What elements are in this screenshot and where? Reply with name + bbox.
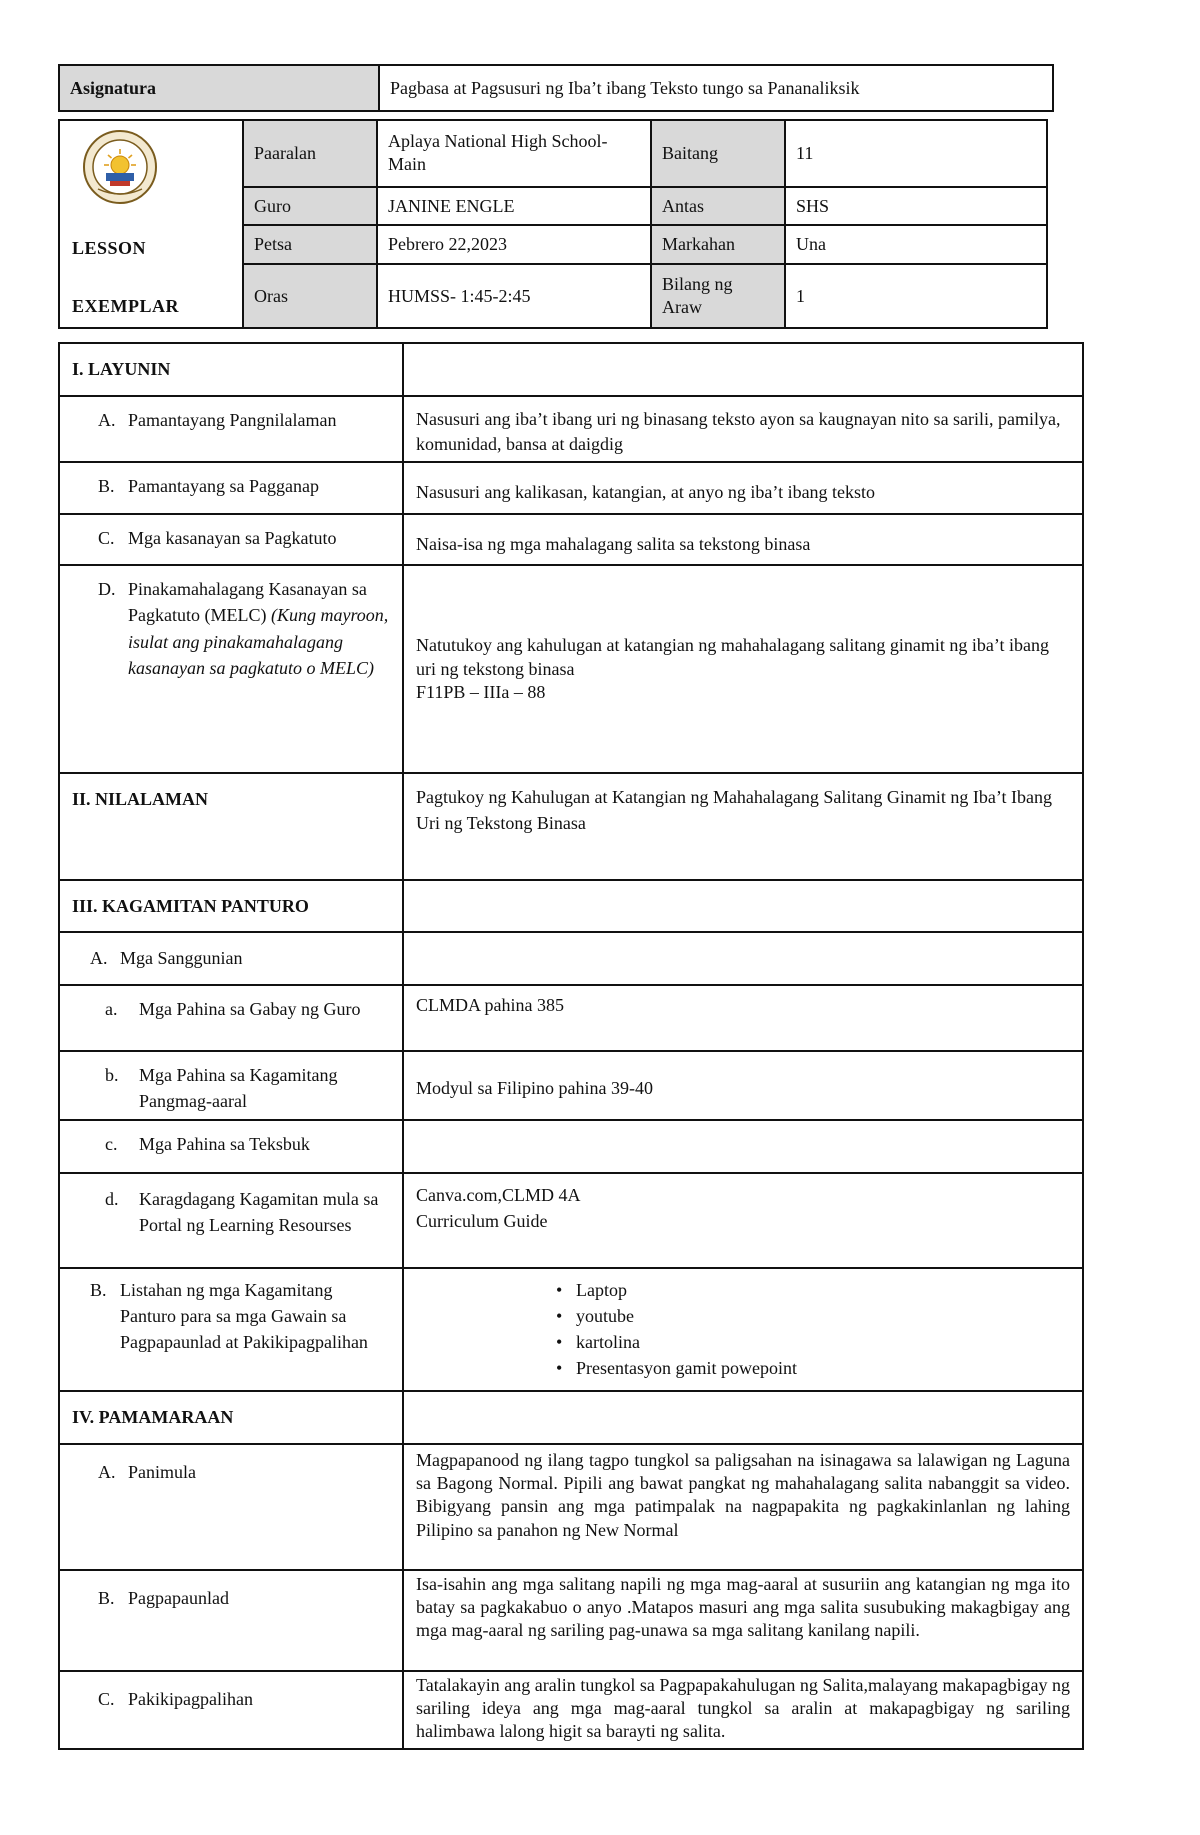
table-row [59,1173,1083,1268]
time-label: Oras [243,264,377,329]
date-label: Petsa [243,225,377,263]
procedure-title: IV. PAMAMARAAN [59,1391,403,1444]
introduction-label: Panimula [128,1461,196,1482]
additional-materials-line2: Curriculum Guide [416,1210,548,1231]
teacher-guide-label: Mga Pahina sa Gabay ng Guro [139,999,361,1020]
time-value: HUMSS- 1:45-2:45 [377,264,651,329]
row-marker: B. [98,476,115,497]
content-value: Pagtukoy ng Kahulugan at Katangian ng Mahahalagang Salitang Ginamit ng Iba’t Ibang Uri ng Tekstong Binasa [403,773,1083,880]
table-row [59,880,1083,932]
learner-material-value: Modyul sa Filipino pahina 39-40 [403,1051,1083,1119]
objectives-title: I. LAYUNIN [59,343,403,396]
row-marker: A. [90,948,108,969]
table-row [59,1268,1083,1391]
table-row [59,1051,1083,1119]
row-marker: d. [105,1188,119,1209]
table-row [59,462,1083,514]
grade-label: Baitang [651,120,785,187]
development-value: Isa-isahin ang mga salitang napili ng mga mag-aaral at susuriin ang katangian ng mga ito batay sa pagkakabuo o anyo .Matapos masuri ang mga salita susubuking makagbigay ang mga mag-aaral ng sariling pag-unawa sa mga salitang kanilang napili. [403,1570,1083,1671]
level-label: Antas [651,187,785,225]
learning-competency-label: Mga kasanayan sa Pagkatuto [128,528,337,549]
content-title: II. NILALAMAN [59,773,403,880]
materials-list [416,1277,1070,1381]
teacher-value: JANINE ENGLE [377,187,651,225]
school-value: Aplaya National High School-Main [377,120,651,187]
list-item: • Laptop [556,1277,1070,1303]
bullet-icon: • [556,1331,563,1352]
quarter-value: Una [785,225,1047,263]
references-label: Mga Sanggunian [120,948,243,969]
bullet-icon: • [556,1357,563,1378]
materials-title: III. KAGAMITAN PANTURO [59,880,403,932]
table-row [59,1671,1083,1749]
additional-materials-label: Karagdagang Kagamitan mula sa Portal ng Learning Resourses [139,1188,379,1235]
melc-note: (Kung mayroon, isulat ang pinakamahalagang kasanayan sa pagkatuto o MELC) [128,605,389,678]
content-standard-value: Nasusuri ang iba’t ibang uri ng binasang teksto ayon sa kaugnayan nito sa sarili, pamilya, komunidad, bansa at daigdig [403,396,1083,462]
row-marker: D. [98,579,116,600]
table-row [59,1570,1083,1671]
teacher-label: Guro [243,187,377,225]
lesson-exemplar-cell [59,120,243,328]
performance-standard-label: Pamantayang sa Pagganap [128,476,319,497]
table-row [59,1444,1083,1570]
level-value: SHS [785,187,1047,225]
engagement-value: Tatalakayin ang aralin tungkol sa Pagpapakahulugan ng Salita,malayang makapagbigay ng sariling ideya ang mga mag-aaral tungkol sa aralin at makapagbigay ng sariling halimbawa lalong higit sa barayti ng salita. [403,1671,1083,1749]
school-label: Paaralan [243,120,377,187]
list-item: • youtube [556,1303,1070,1329]
table-row [59,565,1083,773]
teacher-guide-value: CLMDA pahina 385 [403,985,1083,1051]
row-marker: A. [98,410,116,430]
table-row [59,1391,1083,1444]
objectives-title-value [403,343,1083,396]
days-value: 1 [785,264,1047,329]
date-value: Pebrero 22,2023 [377,225,651,263]
melc-code: F11PB – IIIa – 88 [416,682,546,703]
list-item: • kartolina [556,1329,1070,1355]
row-marker: B. [98,1587,115,1608]
row-marker: A. [98,1461,116,1482]
list-item: • Presentasyon gamit powepoint [556,1355,1070,1381]
engagement-label: Pakikipagpalihan [128,1688,253,1709]
row-marker: c. [105,1133,118,1154]
grade-value: 11 [785,120,1047,187]
table-row [59,343,1083,396]
row-marker: C. [98,528,115,549]
table-row [59,514,1083,565]
school-seal-icon [82,129,158,205]
subject-label: Asignatura [59,65,379,111]
table-row [59,773,1083,880]
days-label: Bilang ng Araw [651,264,785,329]
melc-label: Pinakamahalagang Kasanayan sa Pagkatuto (MELC) [128,579,367,626]
learner-material-label: Mga Pahina sa Kagamitang Pangmag-aaral [139,1065,338,1112]
subject-table [58,64,1054,112]
bullet-icon: • [556,1279,563,1300]
performance-standard-value: Nasusuri ang kalikasan, katangian, at anyo ng iba’t ibang teksto [403,462,1083,514]
content-standard-label: Pamantayang Pangnilalaman [128,410,337,430]
learning-competency-value: Naisa-isa ng mga mahalagang salita sa tekstong binasa [403,514,1083,565]
additional-materials-line1: Canva.com,CLMD 4A [416,1184,581,1205]
row-marker: C. [98,1688,115,1709]
materials-title-value [403,880,1083,932]
row-marker: b. [105,1065,119,1086]
references-value [403,932,1083,985]
info-table [58,119,1048,329]
table-row [59,932,1083,985]
materials-list-label: Listahan ng mga Kagamitang Panturo para sa mga Gawain sa Pagpapaunlad at Pakikipagpalihan [120,1279,368,1352]
table-row [59,396,1083,462]
quarter-label: Markahan [651,225,785,263]
row-marker: a. [105,999,118,1020]
lesson-table [58,342,1084,1750]
school-logo [82,129,158,205]
development-label: Pagpapaunlad [128,1587,229,1608]
exemplar-label: EXEMPLAR [72,296,179,317]
textbook-value [403,1120,1083,1173]
subject-value: Pagbasa at Pagsusuri ng Iba’t ibang Teksto tungo sa Pananaliksik [379,65,1053,111]
row-marker: B. [90,1279,107,1300]
lesson-label: LESSON [72,238,147,258]
introduction-value: Magpapanood ng ilang tagpo tungkol sa paligsahan na isinagawa sa lalawigan ng Laguna sa Bagong Normal. Pipili ang bawat pangkat ng mahahalagang salita nabanggit sa video. Bibigyang pansin ang mga patimpalak na nagpapakita ng pagkakinlanlan ng lahing Pilipino sa panahon ng New Normal [403,1444,1083,1570]
melc-value: Natutukoy ang kahulugan at katangian ng mahahalagang salitang ginamit ng iba’t ibang uri ng tekstong binasa [416,635,1049,679]
textbook-label: Mga Pahina sa Teksbuk [139,1133,310,1154]
table-row [59,985,1083,1051]
table-row [59,1120,1083,1173]
procedure-title-value [403,1391,1083,1444]
bullet-icon: • [556,1305,563,1326]
